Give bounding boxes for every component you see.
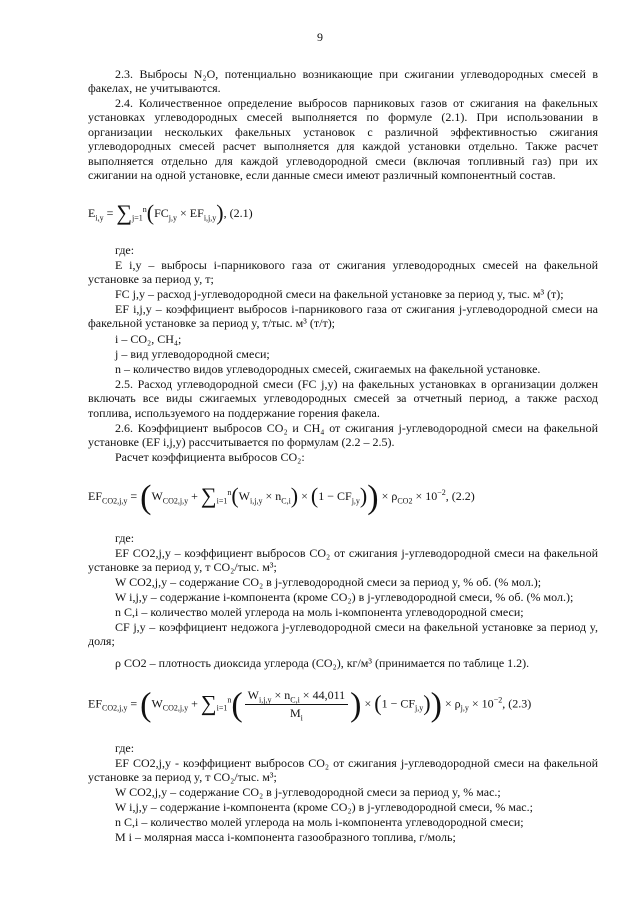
definition-cf: CF j,y – коэффициент недожога j-углеводородной смеси на факельной установке за период y, доля; (88, 620, 598, 649)
definition-i: i – CO₂, CH₄; (115, 332, 182, 346)
formula-2-2-number: , (2.2) (445, 489, 475, 503)
paragraph-2-4: 2.4. Количественное определение выбросов парниковых газов от сжигания на факельных установках углеводородных смесей выполняется по формуле (2.1). При использовании в организации нескольких факельных установок с различной эффективностью сжигания углеводородных смесей расчет выполняется для каждой установки отдельно. Также расчет выполняется отдельно для каждой углеводородной смеси (включая топливный газ) при их сжигании на одной установке, если данные смеси имеют различный компонентный состав. (88, 96, 598, 183)
paragraph-2-6: 2.6. Коэффициент выбросов CO₂ и CH₄ от сжигания j-углеводородной смеси на факельной установке (EF i,j,y) рассчитывается по формулам (2.2 – 2.5). (88, 421, 598, 450)
definition-n-c-mass: n C,i – количество молей углерода на моль i-компонента углеводородной смеси; (115, 815, 524, 829)
definition-n-c: n C,i – количество молей углерода на моль i-компонента углеводородной смеси; (115, 605, 524, 619)
formula-2-3-number: , (2.3) (502, 696, 532, 711)
where-label-1: где: (115, 243, 135, 257)
definition-j: j – вид углеводородной смеси; (115, 347, 270, 361)
definition-fc: FC j,y – расход j-углеводородной смеси на факельной установке за период y, тыс. м³ (т); (115, 287, 564, 301)
formula-2-2: $EF_{CO2,j,y} = (W_{CO2,j,y} + \sum_{i=1}^n(W_{i,j,y} \times n_{C,i}) \times (1 - CF_{j,y})) \times \rho_{CO2} \times 10^{-2}$, (2.2) (88, 479, 475, 516)
definition-ef: EF i,j,y – коэффициент выбросов i-парникового газа от сжигания j-углеводородной смеси на факельной установке за период y, т/тыс. м³ (т/т); (88, 302, 598, 331)
definition-m-i: M i – молярная масса i-компонента газообразного топлива, г/моль; (115, 830, 456, 844)
formula-2-1: $E_{i,y} = \sum_{j=1}^n(FC_{j,y} \times EF_{i,j,y})$, (2.1) (88, 200, 253, 225)
formula-2-3: $EF_{CO2,j,y} = (W_{CO2,j,y} + \sum_{i=1}^n$( $\frac{W_{i,j,y} \times n_{C,i} \times 44,011}{M_i}$ ) × $(1 - CF_{j,y})) \times \rho_{j,y} \times 10^{-2}$, (2.3) (88, 686, 532, 724)
paragraph-2-5: 2.5. Расход углеводородной смеси (FC j,y) на факельных установках в организации должен включать все виды сжигаемых углеводородных смесей за отчетный период, а также расход топлива, используемого на поддержание горения факела. (88, 377, 598, 420)
where-label-2: где: (115, 531, 135, 545)
definition-w-i: W i,j,y – содержание i-компонента (кроме CO₂) в j-углеводородной смеси, % об. (% мол.); (115, 590, 574, 604)
definition-w-co2-mass: W CO2,j,y – содержание CO₂ в j-углеводородной смеси за период y, % мас.; (115, 785, 501, 799)
formula-2-1-number: , (2.1) (223, 206, 253, 220)
definition-w-i-mass: W i,j,y – содержание i-компонента (кроме CO₂) в j-углеводородной смеси, % мас.; (115, 800, 533, 814)
paragraph-co2-calc: Расчет коэффициента выбросов CO₂: (115, 450, 305, 464)
definition-rho-co2: ρ CO2 – плотность диоксида углерода (CO₂), кг/м³ (принимается по таблице 1.2). (115, 656, 530, 670)
page-number: 9 (317, 30, 323, 44)
definition-ef-co2: EF CO2,j,y – коэффициент выбросов CO₂ от сжигания j-углеводородной смеси на факельной установке за период y, т CO₂/тыс. м³; (88, 546, 598, 575)
paragraph-2-3: 2.3. Выбросы N₂O, потенциально возникающие при сжигании углеводородных смесей в факелах, не учитываются. (88, 67, 598, 96)
definition-n: n – количество видов углеводородных смесей, сжигаемых на факельной установке. (115, 362, 541, 376)
definition-ef-co2-mass: EF CO2,j,y - коэффициент выбросов CO₂ от сжигания j-углеводородной смеси на факельной установке за период y, т CO₂/тыс. м³; (88, 756, 598, 785)
where-label-3: где: (115, 741, 135, 755)
definition-w-co2: W CO2,j,y – содержание CO₂ в j-углеводородной смеси за период y, % об. (% мол.); (115, 575, 542, 589)
definition-e: E i,y – выбросы i-парникового газа от сжигания углеводородных смесей на факельной установке за период y, т; (88, 258, 598, 287)
